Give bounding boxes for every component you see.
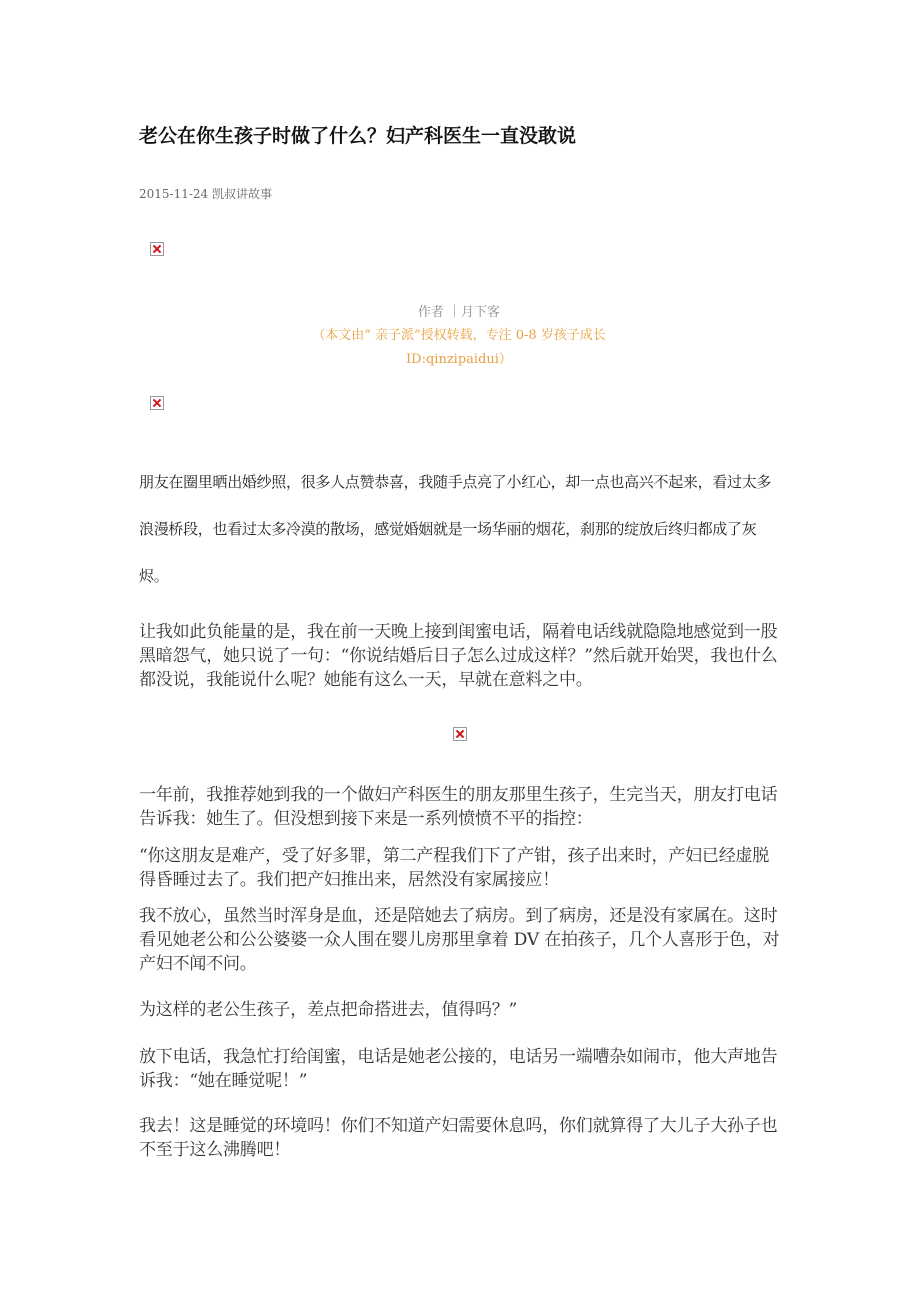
broken-image-icon (150, 396, 164, 410)
article-title: 老公在你生孩子时做了什么？妇产科医生一直没敢说 (139, 125, 577, 147)
intro-paragraph: 朋友在圈里晒出婚纱照，很多人点赞恭喜，我随手点亮了小红心，却一点也高兴不起来，看过太多浪漫桥段，也看过太多冷漠的散场，感觉婚姻就是一场华丽的烟花，刹那的绽放后终归都成了灰烬。 (139, 473, 772, 585)
paragraph-7: 我去！这是睡觉的环境吗！你们不知道产妇需要休息吗，你们就算得了大儿子大孙子也不至于这么沸腾吧！ (139, 1116, 778, 1160)
broken-image-icon (150, 242, 164, 256)
credit-source: （本文由“ 亲子派”授权转载，专注 0-8 岁孩子成长 (312, 328, 606, 343)
paragraph-2: 一年前，我推荐她到我的一个做妇产科医生的朋友那里生孩子，生完当天，朋友打电话告诉我：她生了。但没想到接下来是一系列愤愤不平的指控： (139, 785, 778, 829)
credit-author: 作者 ｜月下客 (417, 305, 501, 320)
publish-date: 2015-11-24 (139, 187, 209, 201)
paragraph-3: “你这朋友是难产，受了好多罪，第二产程我们下了产钳，孩子出来时，产妇已经虚脱得昏睡过去了。我们把产妇推出来，居然没有家属接应！ (139, 846, 770, 890)
paragraph-4: 我不放心，虽然当时浑身是血，还是陪她去了病房。到了病房，还是没有家属在。这时看见她老公和公公婆婆一众人围在婴儿房那里拿着 DV 在拍孩子，几个人喜形于色，对产妇不闻不问。 (139, 906, 780, 974)
article-meta (139, 185, 272, 203)
broken-image-icon (453, 727, 467, 741)
paragraph-6: 放下电话，我急忙打给闺蜜，电话是她老公接的，电话另一端嘈杂如闹市，他大声地告诉我：“她在睡觉呢！” (139, 1047, 778, 1091)
paragraph-1: 让我如此负能量的是，我在前一天晚上接到闺蜜电话，隔着电话线就隐隐地感觉到一股黑暗怨气，她只说了一句：“你说结婚后日子怎么过成这样？”然后就开始哭，我也什么都没说，我能说什么呢？她能有这么一天，早就在意料之中。 (139, 622, 778, 690)
author-channel: 凯叔讲故事 (212, 187, 273, 201)
credit-id: ID:qinzipaidui） (406, 352, 512, 367)
paragraph-5: 为这样的老公生孩子，差点把命搭进去，值得吗？” (139, 1000, 518, 1020)
